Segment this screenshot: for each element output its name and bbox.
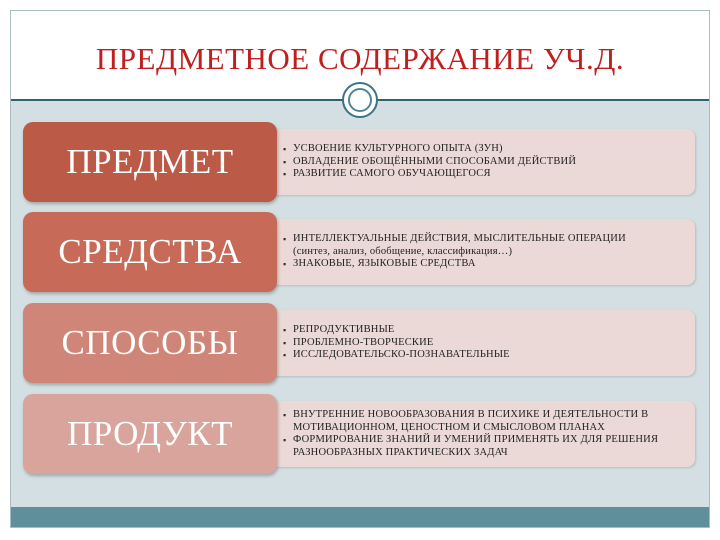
list-item: ▪ ОВЛАДЕНИЕ ОБОЩЁННЫМИ СПОСОБАМИ ДЕЙСТВИЙ [283,156,576,169]
list-item: ▪ ПРОБЛЕМНО-ТВОРЧЕСКИЕ [283,337,510,350]
list-item: ▪ УСВОЕНИЕ КУЛЬТУРНОГО ОПЫТА (ЗУН) [283,143,576,156]
slide [10,10,710,528]
list-item: ▪ ИССЛЕДОВАТЕЛЬСКО-ПОЗНАВАТЕЛЬНЫЕ [283,349,510,362]
label-produkt: ПРОДУКТ [23,394,277,474]
divider-circle-icon [342,82,378,118]
row-sposoby [23,303,695,383]
bullet-list [283,143,576,181]
label-sredstva: СРЕДСТВА [23,212,277,292]
row-sredstva [23,212,695,292]
content-sredstva [259,219,695,285]
label-predmet: ПРЕДМЕТ [23,122,277,202]
list-item: ▪ ЗНАКОВЫЕ, ЯЗЫКОВЫЕ СРЕДСТВА [283,258,626,271]
bullet-list [283,324,510,362]
content-produkt [259,401,695,467]
label-sposoby: СПОСОБЫ [23,303,277,383]
list-item: ▪ ФОРМИРОВАНИЕ ЗНАНИЙ И УМЕНИЙ ПРИМЕНЯТЬ ИХ ДЛЯ РЕШЕНИЯ РАЗНООБРАЗНЫХ ПРАКТИЧЕСКИХ ЗАДАЧ [283,434,689,459]
list-item-text: ИНТЕЛЛЕКТУАЛЬНЫЕ ДЕЙСТВИЯ, МЫСЛИТЕЛЬНЫЕ ОПЕРАЦИИ [293,233,626,245]
bullet-list [283,409,689,459]
page-title: ПРЕДМЕТНОЕ СОДЕРЖАНИЕ УЧ.Д. [95,41,625,76]
row-predmet [23,122,695,202]
row-produkt [23,394,695,474]
content-sposoby [259,310,695,376]
bullet-list [283,233,626,271]
content-predmet [259,129,695,195]
list-item: ▪ ВНУТРЕННИЕ НОВООБРАЗОВАНИЯ В ПСИХИКЕ И ДЕЯТЕЛЬНОСТИ В МОТИВАЦИОННОМ, ЦЕНОСТНОМ И СМЫСЛОВОМ ПЛАНАХ [283,409,689,434]
list-item [283,233,626,258]
list-item: ▪ РЕПРОДУКТИВНЫЕ [283,324,510,337]
list-item-note: (синтез, анализ, обобщение, классификация…) [293,245,513,257]
footer-band [11,507,709,527]
list-item: ▪ РАЗВИТИЕ САМОГО ОБУЧАЮЩЕГОСЯ [283,168,576,181]
